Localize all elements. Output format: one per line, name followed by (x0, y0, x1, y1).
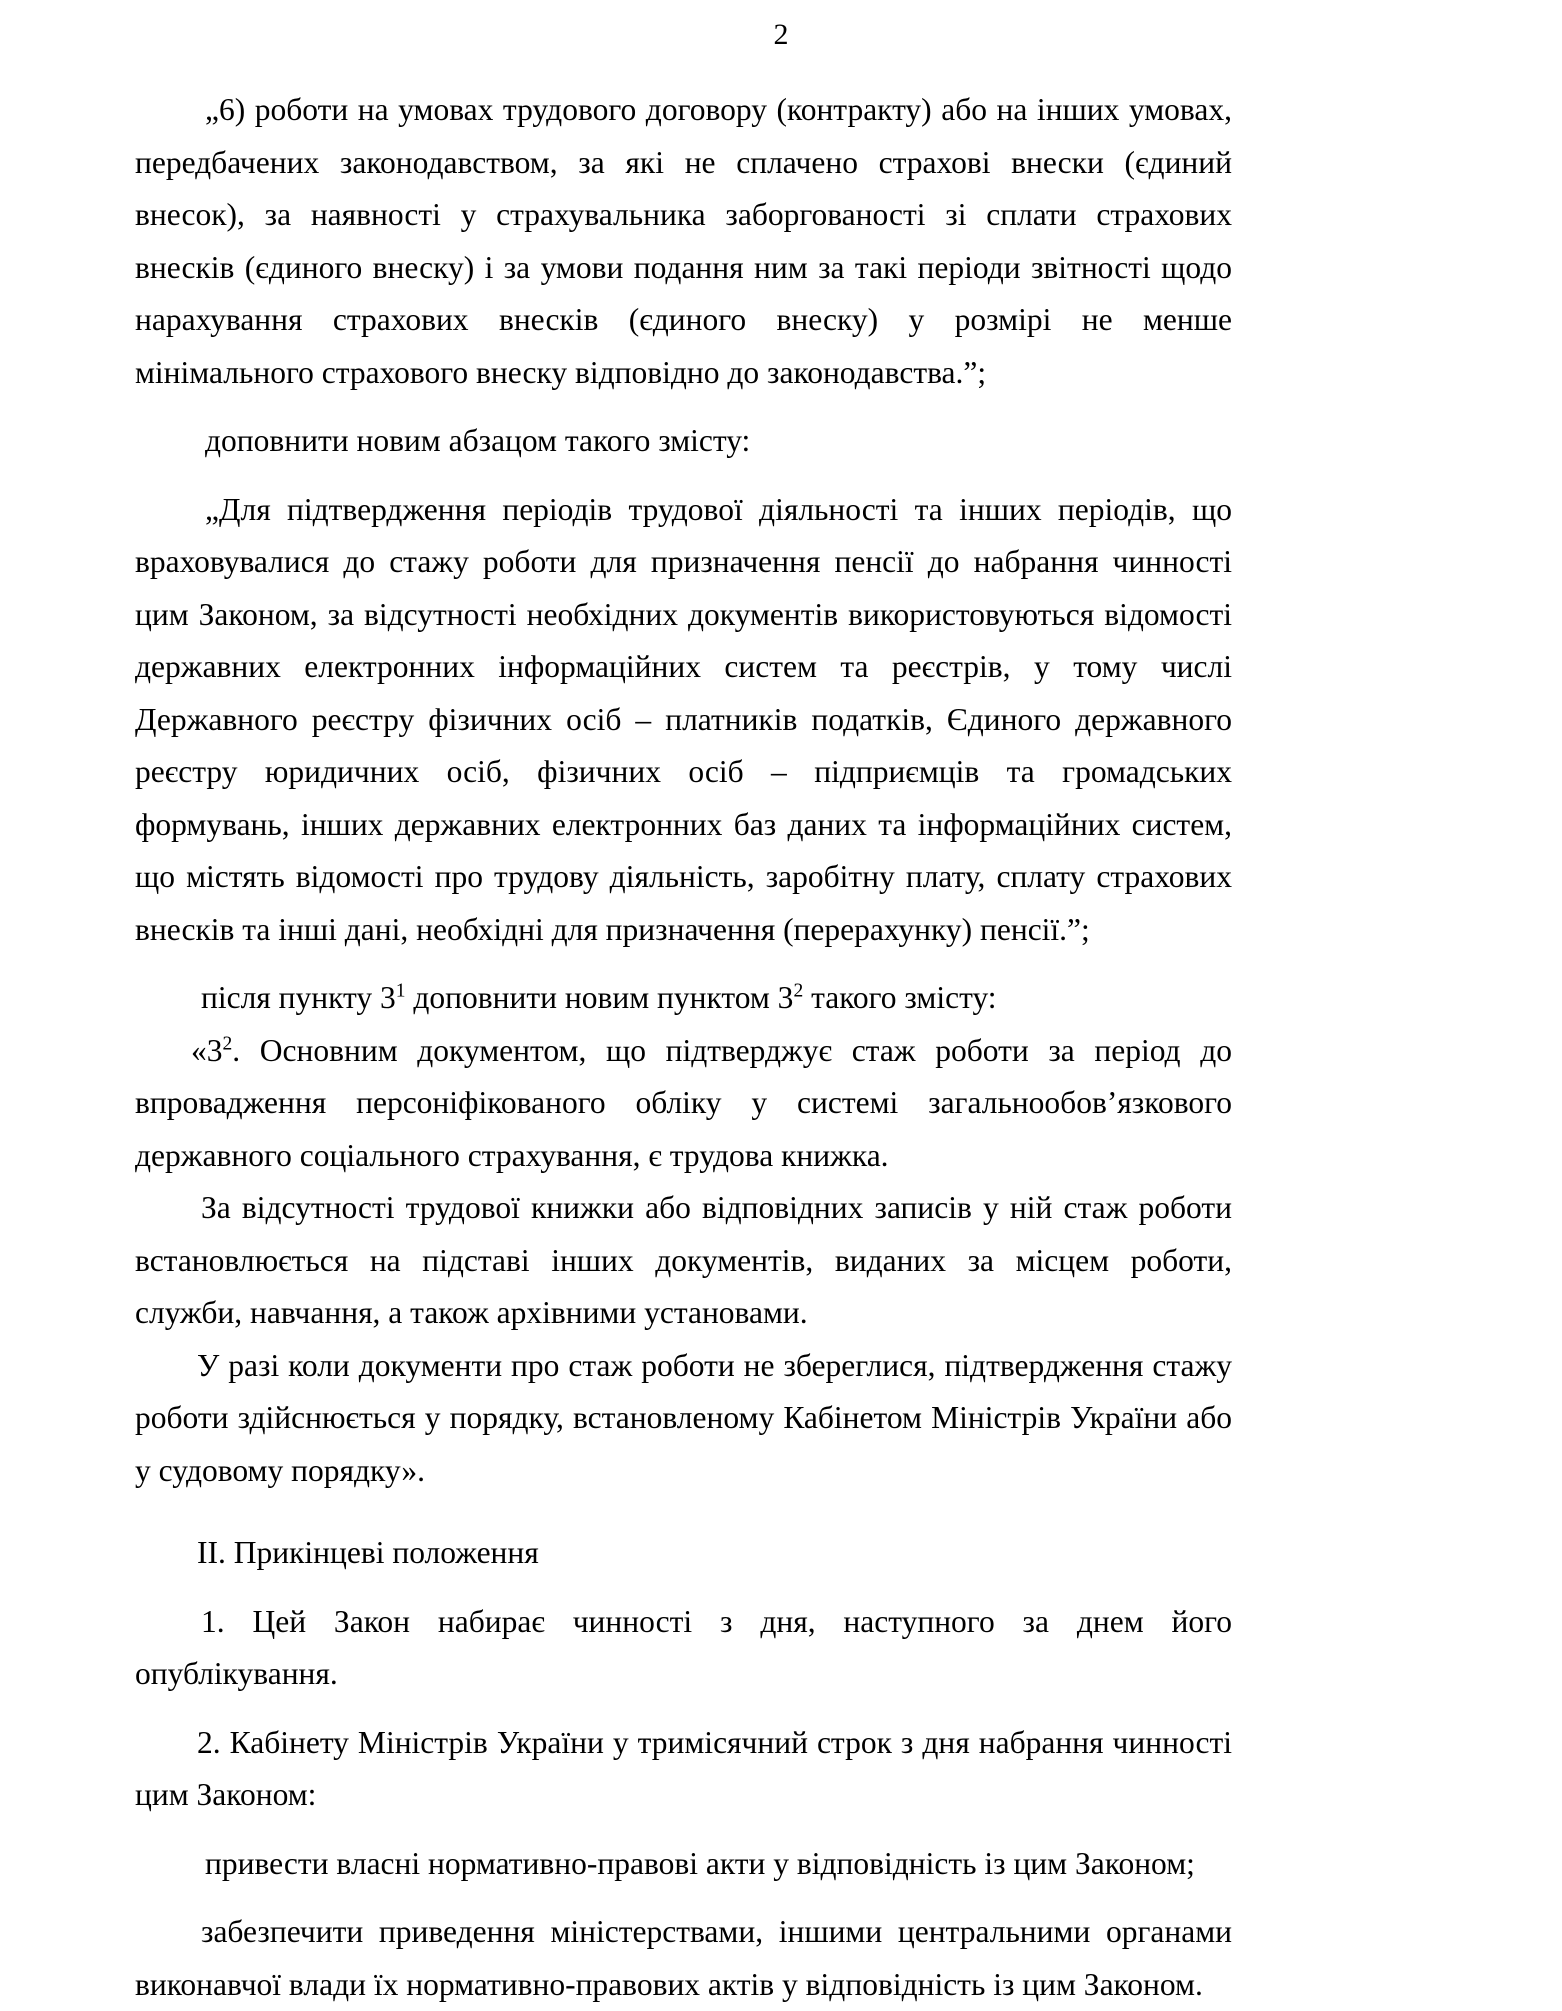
section-heading-final-provisions: ІІ. Прикінцеві положення (197, 1535, 539, 1570)
paragraph-no-labour-book: За відсутності трудової книжки або відповідних записів у ній стаж роботи встановлюється на підставі інших документів, виданих за місцем роботи, служби, навчання, а також архівними установами. (135, 1190, 1232, 1330)
item-number-lead: «3 (191, 1032, 223, 1068)
paragraph-after-item-3-1 (135, 972, 1232, 1025)
text-between-superscripts: доповнити новим пунктом 3 (405, 980, 794, 1015)
paragraph-ensure-ministries-acts: забезпечити приведення міністерствами, іншими центральними органами виконавчої влади їх нормативно-правових актів у відповідність із цим Законом. (135, 1914, 1232, 2002)
text-after-superscript-2: такого змісту: (803, 980, 997, 1015)
section-gap (135, 1497, 1232, 1527)
text-before-superscript-1: після пункту 3 (201, 980, 396, 1015)
document-body (135, 84, 1232, 2011)
page-number: 2 (773, 18, 789, 51)
paragraph-confirmation-periods: „Для підтвердження періодів трудової діяльності та інших періодів, що враховувалися до стажу роботи для призначення пенсії до набрання чинності цим Законом, за відсутності необхідних документів використовуються відомості державних електронних інформаційних систем та реєстрів, у тому числі Державного реєстру фізичних осіб – платників податків, Єдиного державного реєстру юридичних осіб, фізичних осіб – підприємців та громадських формувань, інших державних електронних баз даних та інформаційних систем, що містять відомості про трудову діяльність, заробітну плату, сплату страхових внесків та інші дані, необхідні для призначення (перерахунку) пенсії.”; (135, 491, 1232, 947)
paragraph-item-3-2 (135, 1025, 1232, 1183)
paragraph-add-new-abzats: доповнити новим абзацом такого змісту: (205, 423, 751, 458)
paragraph-documents-not-preserved: У разі коли документи про стаж роботи не збереглися, підтвердження стажу роботи здійснюється у порядку, встановленому Кабінетом Міністрів України або у судовому порядку». (135, 1347, 1232, 1488)
item-3-2-text: . Основним документом, що підтверджує стаж роботи за період до впровадження персоніфікованого обліку у системі загальнообов’язкового державного соціального страхування, є трудова книжка. (135, 1032, 1232, 1173)
paragraph-gap (135, 468, 1232, 484)
paragraph-gap (135, 1890, 1232, 1906)
paragraph-gap (135, 1701, 1232, 1717)
superscript-2: 2 (793, 980, 804, 1002)
paragraph-amend-clause-6: „6) роботи на умовах трудового договору (контракту) або на інших умовах, передбачених законодавством, за які не сплачено страхові внески (єдиний внесок), за наявності у страхувальника заборгованості зі сплати страхових внесків (єдиного внеску) і за умови подання ним за такі періоди звітності щодо нарахування страхових внесків (єдиного внеску) у розмірі не менше мінімального страхового внеску відповідно до законодавства.”; (135, 92, 1232, 390)
paragraph-gap (135, 956, 1232, 972)
paragraph-gap (135, 1580, 1232, 1596)
item-number-superscript: 2 (222, 1033, 233, 1054)
paragraph-bring-own-acts: привести власні нормативно-правові акти у відповідність із цим Законом; (205, 1845, 1195, 1881)
paragraph-item-1-entry-into-force: 1. Цей Закон набирає чинності з дня, наступного за днем його опублікування. (135, 1603, 1232, 1691)
superscript-1: 1 (395, 980, 406, 1002)
paragraph-gap (135, 1822, 1232, 1838)
paragraph-gap (135, 399, 1232, 415)
paragraph-item-2-cabinet-of-ministers: 2. Кабінету Міністрів України у тримісячний строк з дня набрання чинності цим Законом: (135, 1724, 1232, 1812)
